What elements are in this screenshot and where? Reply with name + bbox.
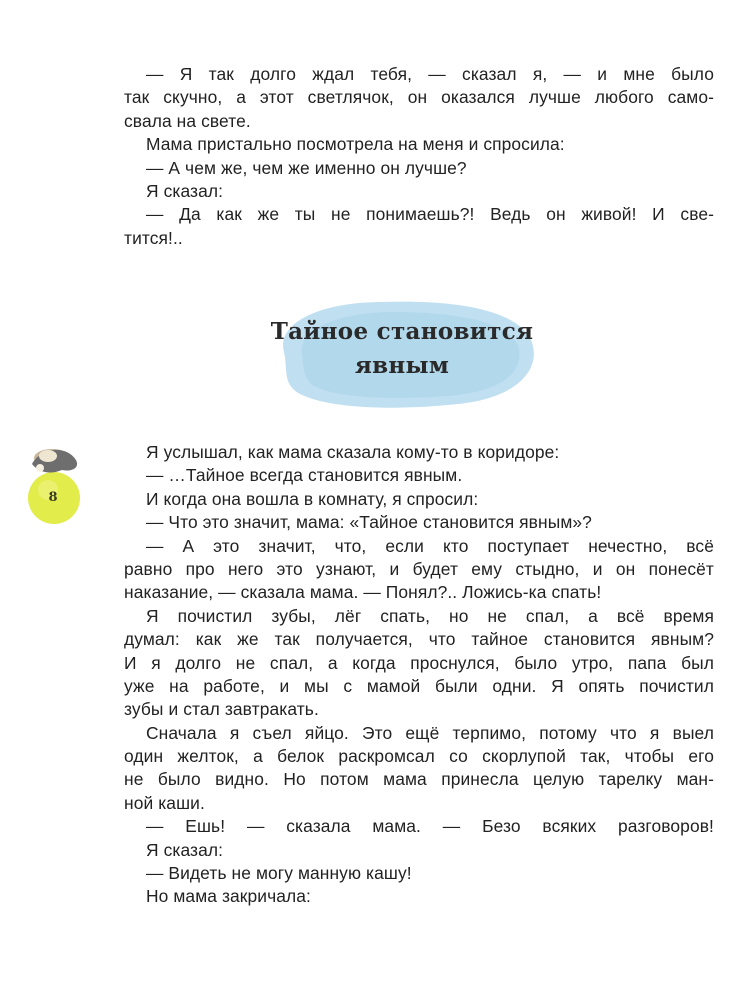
text-line: ной каши. [124, 792, 205, 813]
text-line: не было видно. Но потом мама принесла целую тарелку ман- [124, 769, 714, 790]
text-block-top [124, 63, 714, 250]
text-line: Но мама закричала: [146, 886, 311, 907]
text-line: свала на свете. [124, 110, 251, 131]
text-line: — Я так долго ждал тебя, — сказал я, — и мне было [146, 64, 714, 84]
text-line: один желток, а белок раскромсал со скорлупой так, чтобы его [124, 746, 714, 767]
text-block-main [124, 441, 714, 909]
text-line: равно про него это узнают, и будет ему стыдно, и он понесёт [124, 558, 714, 579]
text-line: уже на работе, и мы с мамой были одни. Я опять почистил [124, 675, 714, 696]
text-line: — Ешь! — сказала мама. — Безо всяких разговоров! [146, 816, 714, 837]
text-line: — Да как же ты не понимаешь?! Ведь он живой! И све- [146, 204, 714, 225]
text-line: Сначала я съел яйцо. Это ещё терпимо, потому что я выел [146, 722, 714, 743]
page-number: 8 [48, 490, 58, 505]
text-line: зубы и стал завтракать. [124, 699, 319, 720]
firefly-illustration [18, 438, 86, 528]
text-line: тится!.. [124, 227, 183, 248]
text-line: Я услышал, как мама сказала кому-то в коридоре: [146, 442, 560, 462]
text-line: — Видеть не могу манную кашу! [146, 863, 412, 884]
text-line: Мама пристально посмотрела на меня и спросила: [146, 134, 565, 155]
text-line: И когда она вошла в комнату, я спросил: [146, 488, 479, 509]
chapter-title-line-2: явным [354, 352, 450, 379]
chapter-title-line-1: Тайное становится [270, 318, 534, 345]
text-line: Я сказал: [146, 839, 224, 860]
text-line: — …Тайное всегда становится явным. [146, 465, 463, 486]
text-line: Я сказал: [146, 180, 224, 201]
text-line: так скучно, а этот светлячок, он оказался лучше любого само- [124, 87, 714, 108]
text-line: — Что это значит, мама: «Тайное становится явным»? [146, 512, 592, 533]
chapter-heading [262, 294, 542, 414]
text-line: Я почистил зубы, лёг спать, но не спал, а всё время [146, 605, 714, 626]
text-line: наказание, — сказала мама. — Понял?.. Ложись-ка спать! [124, 582, 602, 603]
text-line: — А это значит, что, если кто поступает нечестно, всё [146, 535, 714, 556]
page-number-badge [18, 438, 86, 528]
text-line: И я долго не спал, а когда проснулся, было утро, папа был [124, 652, 714, 673]
text-line: думал: как же так получается, что тайное становится явным? [124, 629, 714, 650]
text-line: — А чем же, чем же именно он лучше? [146, 157, 467, 178]
chapter-title [262, 315, 542, 383]
